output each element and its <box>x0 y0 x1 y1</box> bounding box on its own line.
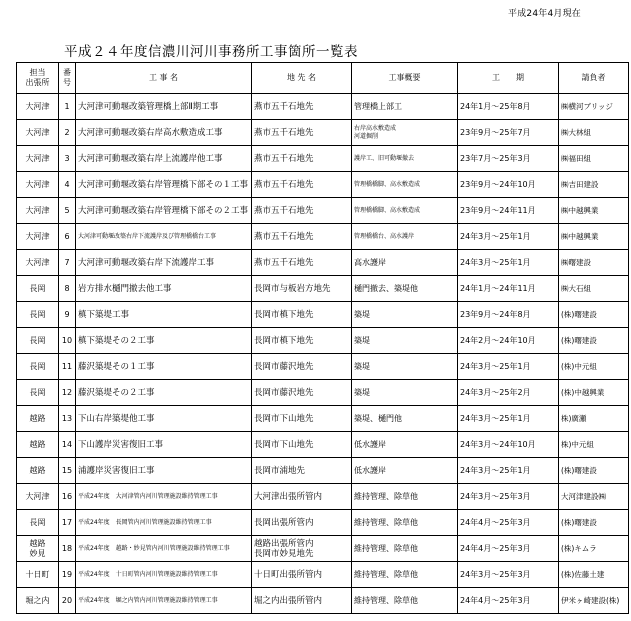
number-cell: 10 <box>59 328 76 354</box>
project-name-cell: 藤沢築堤その２工事 <box>76 380 252 406</box>
period-cell: 24年2月～24年10月 <box>458 328 559 354</box>
contractor-cell: 株)廣瀬 <box>559 406 629 432</box>
summary-cell: 低水護岸 <box>352 432 458 458</box>
location-cell: 長岡市藤沢地先 <box>252 354 352 380</box>
period-cell: 24年3月～25年1月 <box>458 458 559 484</box>
contractor-cell: (株)曙建設 <box>559 302 629 328</box>
number-cell: 13 <box>59 406 76 432</box>
table-row <box>17 302 629 328</box>
table-row <box>17 354 629 380</box>
location-cell: 長岡市与板岩方地先 <box>252 276 352 302</box>
period-cell: 24年4月～25年3月 <box>458 510 559 536</box>
contractor-cell: ㈱中越興業 <box>559 198 629 224</box>
summary-cell: 右岸高水敷造成 河道掘削 <box>352 120 458 146</box>
period-cell: 24年3月～25年3月 <box>458 484 559 510</box>
table-row <box>17 536 629 562</box>
period-cell: 24年3月～25年1月 <box>458 406 559 432</box>
project-name-cell: 平成24年度 大河津管内河川管理施設維持管理工事 <box>76 484 252 510</box>
office-cell: 越路 妙見 <box>17 536 59 562</box>
summary-cell: 管理橋橋脚、高水敷造成 <box>352 172 458 198</box>
project-name-cell: 大河津可動堰改築右岸管理橋下部その２工事 <box>76 198 252 224</box>
period-cell: 23年9月～24年8月 <box>458 302 559 328</box>
summary-cell: 築堤 <box>352 328 458 354</box>
number-cell: 12 <box>59 380 76 406</box>
summary-cell: 護岸工、旧可動堰撤去 <box>352 146 458 172</box>
location-cell: 燕市五千石地先 <box>252 224 352 250</box>
summary-cell: 維持管理、除草他 <box>352 536 458 562</box>
table-row <box>17 406 629 432</box>
table-header-row <box>17 63 629 94</box>
project-name-cell: 平成24年度 十日町管内河川管理施設維持管理工事 <box>76 562 252 588</box>
project-name-cell: 槙下築堤その２工事 <box>76 328 252 354</box>
contractor-cell: (株)曙建設 <box>559 510 629 536</box>
table-row <box>17 432 629 458</box>
table-row <box>17 510 629 536</box>
period-cell: 24年3月～25年3月 <box>458 562 559 588</box>
office-cell: 大河津 <box>17 172 59 198</box>
contractor-cell: (株)佐藤土建 <box>559 562 629 588</box>
summary-cell: 維持管理、除草他 <box>352 484 458 510</box>
period-cell: 23年9月～24年10月 <box>458 172 559 198</box>
location-cell: 燕市五千石地先 <box>252 120 352 146</box>
header-location: 地 先 名 <box>252 63 352 94</box>
location-cell: 長岡出張所管内 <box>252 510 352 536</box>
location-cell: 燕市五千石地先 <box>252 146 352 172</box>
project-name-cell: 大河津可動堰改築右岸下流護岸及び管理橋橋台工事 <box>76 224 252 250</box>
location-cell: 長岡市藤沢地先 <box>252 380 352 406</box>
summary-cell: 維持管理、除草他 <box>352 562 458 588</box>
office-cell: 堀之内 <box>17 588 59 614</box>
project-name-cell: 平成24年度 越路・妙見管内河川管理施設維持管理工事 <box>76 536 252 562</box>
project-name-cell: 大河津可動堰改築管理橋上部Ⅱ期工事 <box>76 94 252 120</box>
summary-cell: 低水護岸 <box>352 458 458 484</box>
table-row <box>17 146 629 172</box>
number-cell: 4 <box>59 172 76 198</box>
header-number: 番 号 <box>59 63 76 94</box>
summary-cell: 維持管理、除草他 <box>352 588 458 614</box>
summary-cell: 管理橋上部工 <box>352 94 458 120</box>
contractor-cell: (株)中越興業 <box>559 380 629 406</box>
table-row <box>17 172 629 198</box>
office-cell: 大河津 <box>17 146 59 172</box>
table-row <box>17 250 629 276</box>
table-row <box>17 380 629 406</box>
period-cell: 24年1月～25年8月 <box>458 94 559 120</box>
period-cell: 24年3月～25年2月 <box>458 380 559 406</box>
page-title: 平成２４年度信濃川河川事務所工事箇所一覧表 <box>64 44 358 60</box>
project-name-cell: 槙下築堤工事 <box>76 302 252 328</box>
header-period: 工 期 <box>458 63 559 94</box>
construction-sites-table <box>16 62 629 614</box>
location-cell: 燕市五千石地先 <box>252 172 352 198</box>
location-cell: 越路出張所管内 長岡市妙見地先 <box>252 536 352 562</box>
location-cell: 長岡市槙下地先 <box>252 302 352 328</box>
header-contractor: 請負者 <box>559 63 629 94</box>
period-cell: 24年3月～25年1月 <box>458 224 559 250</box>
project-name-cell: 下山護岸災害復旧工事 <box>76 432 252 458</box>
project-name-cell: 平成24年度 長岡管内河川管理施設維持管理工事 <box>76 510 252 536</box>
table-row <box>17 588 629 614</box>
summary-cell: 管理橋橋台、高水護岸 <box>352 224 458 250</box>
contractor-cell: ㈱大林組 <box>559 120 629 146</box>
table-row <box>17 484 629 510</box>
number-cell: 8 <box>59 276 76 302</box>
contractor-cell: 大河津建設㈱ <box>559 484 629 510</box>
header-summary: 工事概要 <box>352 63 458 94</box>
project-name-cell: 岩方排水樋門撤去他工事 <box>76 276 252 302</box>
summary-cell: 高水護岸 <box>352 250 458 276</box>
summary-cell: 築堤、樋門他 <box>352 406 458 432</box>
office-cell: 長岡 <box>17 328 59 354</box>
contractor-cell: (株)曙建設 <box>559 458 629 484</box>
office-cell: 越路 <box>17 406 59 432</box>
number-cell: 7 <box>59 250 76 276</box>
number-cell: 6 <box>59 224 76 250</box>
office-cell: 大河津 <box>17 94 59 120</box>
number-cell: 17 <box>59 510 76 536</box>
period-cell: 24年1月～24年11月 <box>458 276 559 302</box>
period-cell: 23年9月～24年11月 <box>458 198 559 224</box>
contractor-cell: ㈱曙建設 <box>559 250 629 276</box>
summary-cell: 樋門撤去、築堤他 <box>352 276 458 302</box>
office-cell: 大河津 <box>17 224 59 250</box>
location-cell: 長岡市下山地先 <box>252 406 352 432</box>
table-row <box>17 224 629 250</box>
number-cell: 18 <box>59 536 76 562</box>
summary-cell: 築堤 <box>352 380 458 406</box>
contractor-cell: ㈱中越興業 <box>559 224 629 250</box>
contractor-cell: ㈱吉田建設 <box>559 172 629 198</box>
project-name-cell: 下山右岸築堤他工事 <box>76 406 252 432</box>
period-cell: 23年9月～25年7月 <box>458 120 559 146</box>
office-cell: 長岡 <box>17 276 59 302</box>
table-row <box>17 276 629 302</box>
office-cell: 十日町 <box>17 562 59 588</box>
table-row <box>17 120 629 146</box>
project-name-cell: 平成24年度 堀之内管内河川管理施設維持管理工事 <box>76 588 252 614</box>
number-cell: 15 <box>59 458 76 484</box>
table-row <box>17 198 629 224</box>
table-row <box>17 562 629 588</box>
office-cell: 越路 <box>17 458 59 484</box>
table-row <box>17 94 629 120</box>
contractor-cell: (株)中元組 <box>559 354 629 380</box>
contractor-cell: 株)中元組 <box>559 432 629 458</box>
period-cell: 24年3月～25年1月 <box>458 250 559 276</box>
number-cell: 5 <box>59 198 76 224</box>
summary-cell: 管理橋橋脚、高水敷造成 <box>352 198 458 224</box>
location-cell: 堀之内出張所管内 <box>252 588 352 614</box>
office-cell: 大河津 <box>17 120 59 146</box>
summary-cell: 維持管理、除草他 <box>352 510 458 536</box>
location-cell: 十日町出張所管内 <box>252 562 352 588</box>
office-cell: 長岡 <box>17 510 59 536</box>
contractor-cell: ㈱横河ブリッジ <box>559 94 629 120</box>
project-name-cell: 大河津可動堰改築右岸管理橋下部その１工事 <box>76 172 252 198</box>
contractor-cell: 伊米ヶ崎建設(株) <box>559 588 629 614</box>
location-cell: 燕市五千石地先 <box>252 198 352 224</box>
summary-cell: 築堤 <box>352 354 458 380</box>
number-cell: 1 <box>59 94 76 120</box>
location-cell: 長岡市浦地先 <box>252 458 352 484</box>
period-cell: 24年3月～24年10月 <box>458 432 559 458</box>
contractor-cell: ㈱大石組 <box>559 276 629 302</box>
number-cell: 19 <box>59 562 76 588</box>
project-name-cell: 大河津可動堰改築右岸上流護岸他工事 <box>76 146 252 172</box>
header-project-name: 工 事 名 <box>76 63 252 94</box>
contractor-cell: (株)キムラ <box>559 536 629 562</box>
office-cell: 大河津 <box>17 198 59 224</box>
project-name-cell: 藤沢築堤その１工事 <box>76 354 252 380</box>
summary-cell: 築堤 <box>352 302 458 328</box>
contractor-cell: (株)曙建設 <box>559 328 629 354</box>
office-cell: 大河津 <box>17 250 59 276</box>
number-cell: 14 <box>59 432 76 458</box>
office-cell: 長岡 <box>17 302 59 328</box>
project-name-cell: 大河津可動堰改築右岸下流護岸工事 <box>76 250 252 276</box>
period-cell: 24年4月～25年3月 <box>458 588 559 614</box>
project-name-cell: 浦護岸災害復旧工事 <box>76 458 252 484</box>
office-cell: 長岡 <box>17 354 59 380</box>
header-office: 担当 出張所 <box>17 63 59 94</box>
period-cell: 24年4月～25年3月 <box>458 536 559 562</box>
table-row <box>17 458 629 484</box>
table-row <box>17 328 629 354</box>
office-cell: 大河津 <box>17 484 59 510</box>
location-cell: 大河津出張所管内 <box>252 484 352 510</box>
location-cell: 燕市五千石地先 <box>252 94 352 120</box>
location-cell: 長岡市下山地先 <box>252 432 352 458</box>
as-of-date: 平成24年4月現在 <box>508 9 581 19</box>
number-cell: 11 <box>59 354 76 380</box>
project-name-cell: 大河津可動堰改築右岸高水敷造成工事 <box>76 120 252 146</box>
period-cell: 23年7月～25年3月 <box>458 146 559 172</box>
number-cell: 9 <box>59 302 76 328</box>
number-cell: 3 <box>59 146 76 172</box>
number-cell: 16 <box>59 484 76 510</box>
contractor-cell: ㈱福田組 <box>559 146 629 172</box>
office-cell: 越路 <box>17 432 59 458</box>
number-cell: 20 <box>59 588 76 614</box>
office-cell: 長岡 <box>17 380 59 406</box>
period-cell: 24年3月～25年1月 <box>458 354 559 380</box>
location-cell: 長岡市槙下地先 <box>252 328 352 354</box>
number-cell: 2 <box>59 120 76 146</box>
location-cell: 燕市五千石地先 <box>252 250 352 276</box>
